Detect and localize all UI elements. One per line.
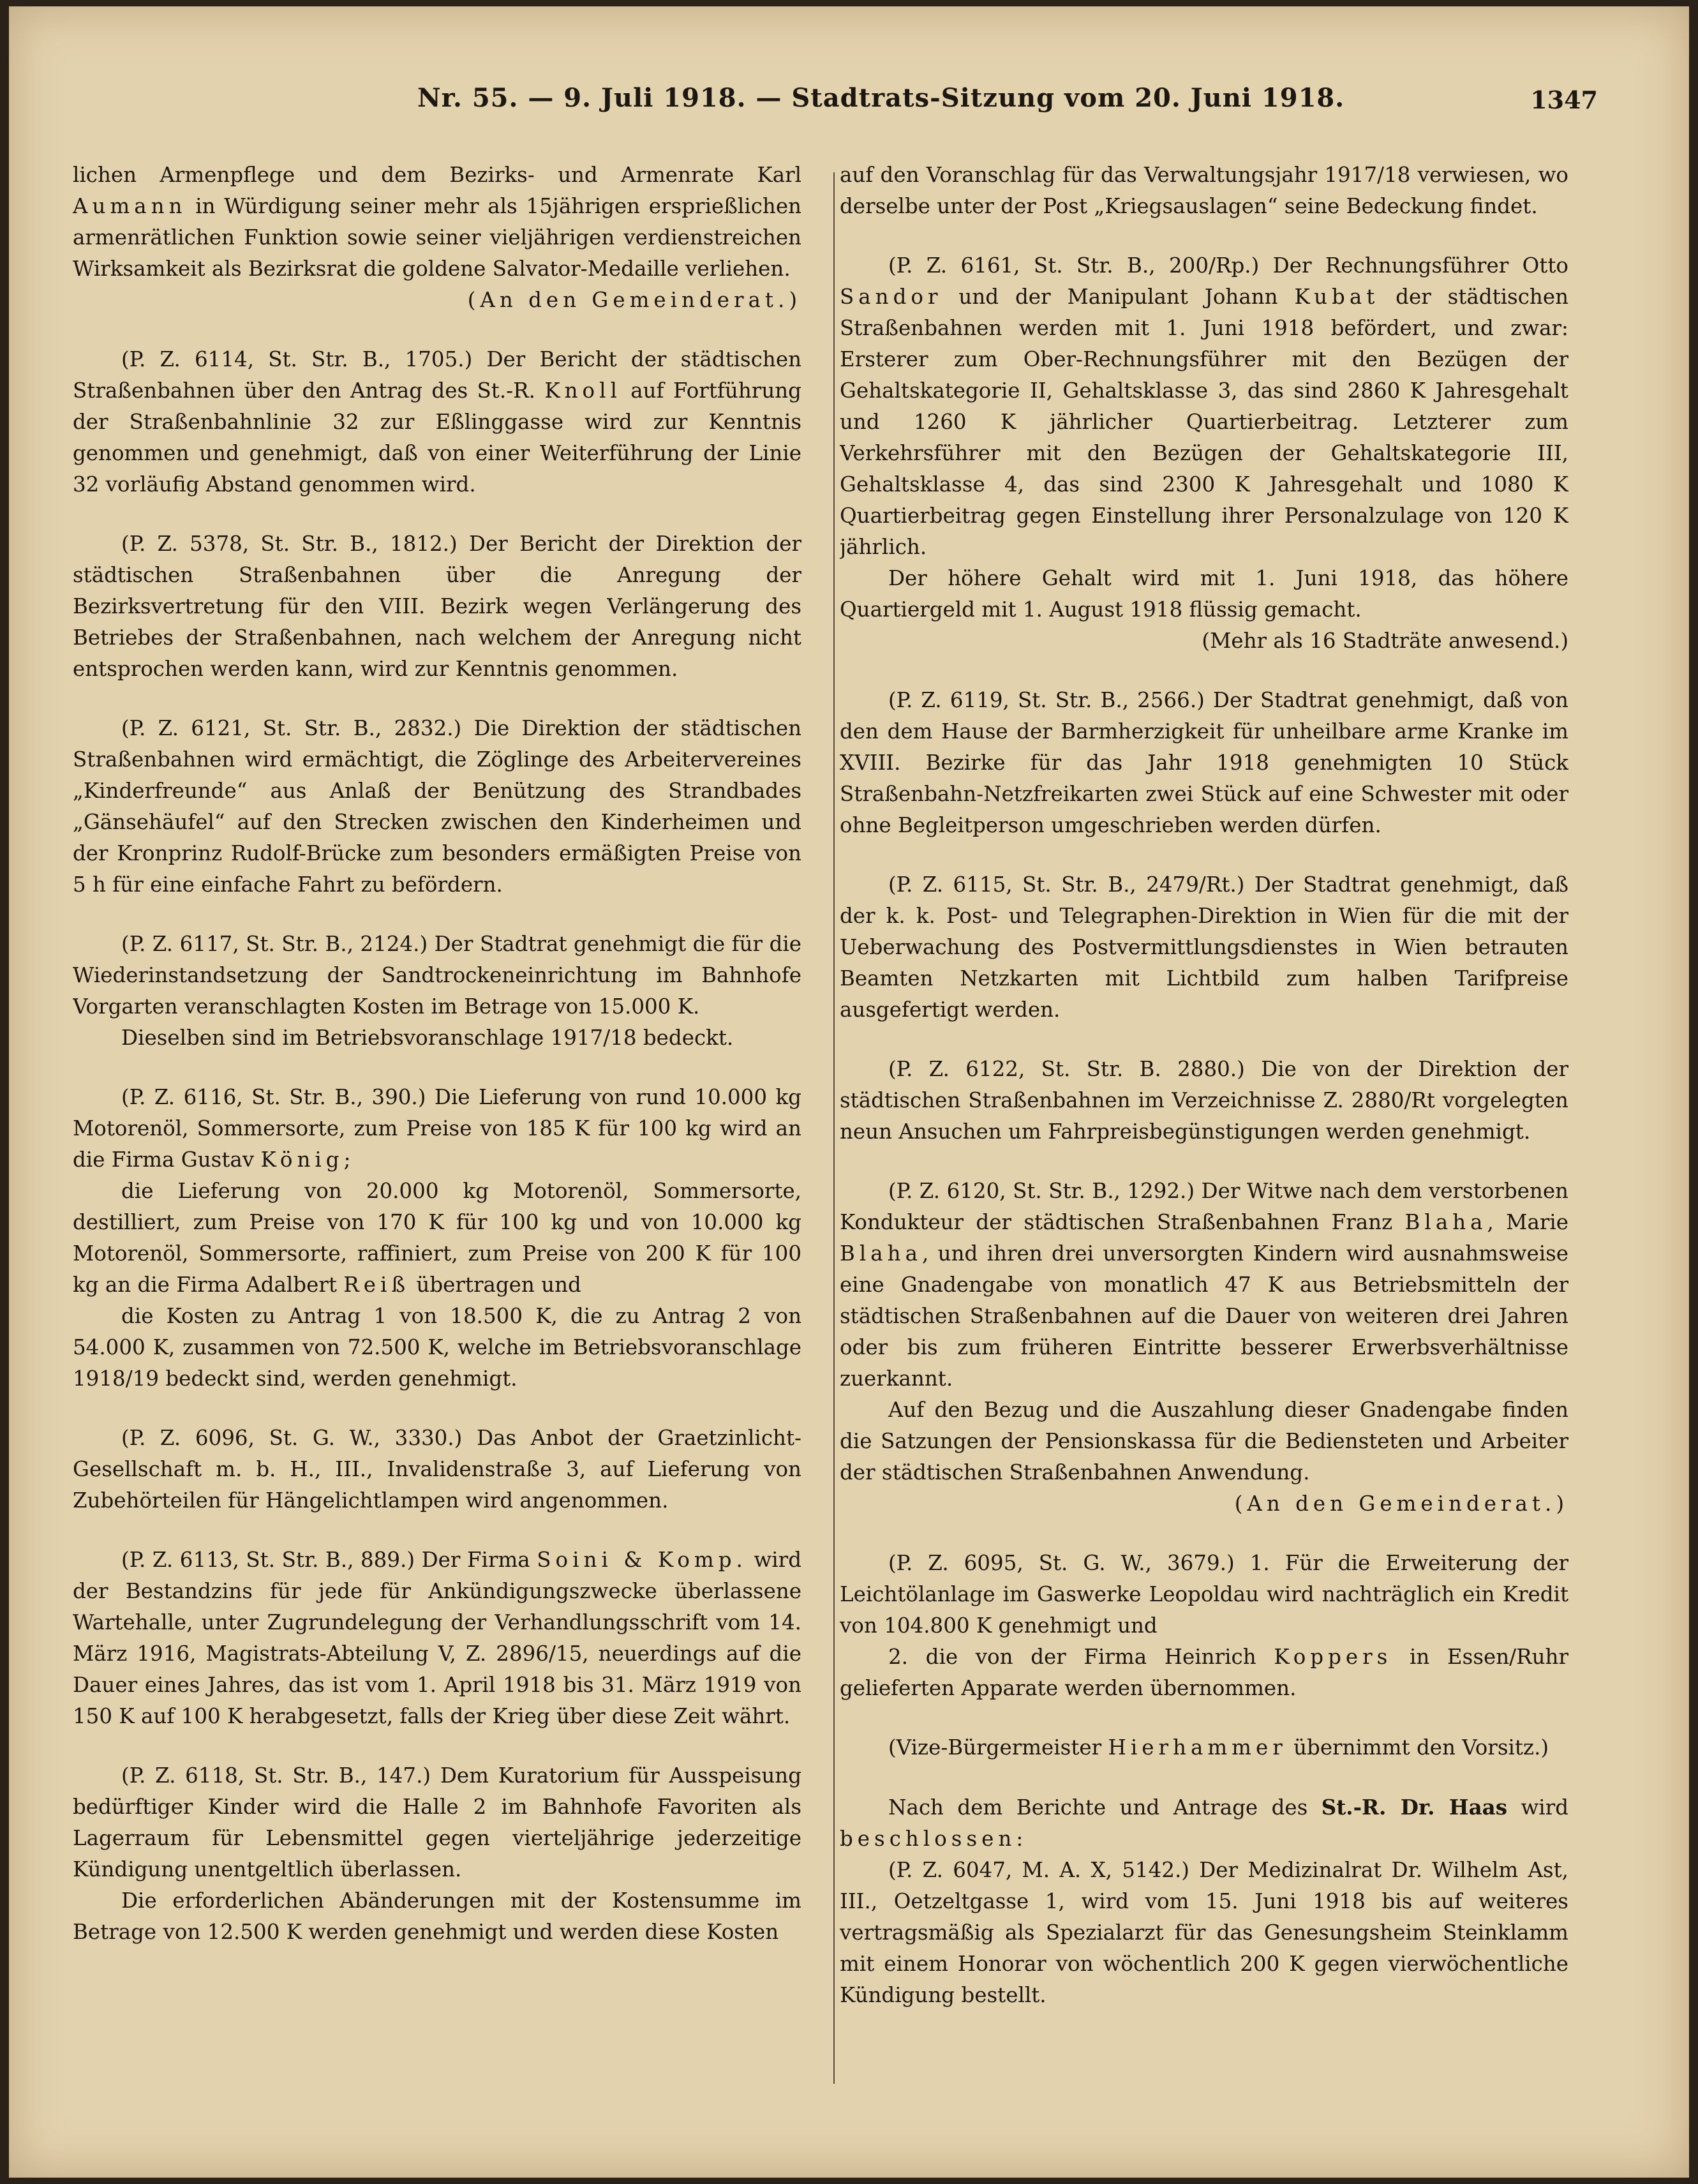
- page-header: [9, 83, 1689, 128]
- entry-6047: [840, 1791, 1568, 2011]
- entry-6120: [840, 1176, 1568, 1520]
- spaced-name: Blaha: [1404, 1210, 1487, 1234]
- spaced-name: Koppers: [1274, 1645, 1392, 1669]
- referral-note: (An den Gemeinderat.): [467, 288, 801, 312]
- paragraph: (P. Z. 6119, St. Str. B., 2566.) Der Stadtrat genehmigt, daß von den dem Hause der Barmherzigkeit für unheilbare arme Kranke im XVIII. Bezirke für das Jahr 1918 genehmigten 10 Stück Straßenbahn-Netzfreikarten zwei Stück auf eine Schwester mit oder ohne Begleitperson umgeschrieben werden dürfen.: [840, 688, 1568, 837]
- paragraph: Auf den Bezug und die Auszahlung dieser Gnadengabe finden die Satzungen der Pensionskassa für die Bediensteten und Arbeiter der städtischen Straßenbahnen Anwendung.: [840, 1398, 1568, 1485]
- spaced-name: Blaha: [840, 1241, 922, 1266]
- paragraph: (P. Z. 5378, St. Str. B., 1812.) Der Bericht der Direktion der städtischen Straßenbahnen über die Anregung der Bezirksvertretung für den VIII. Bezirk wegen Verlängerung des Betriebes der Straßenbahnen, nach welchem der Anregung nicht entsprochen werden kann, wird zur Kenntnis genommen.: [73, 532, 801, 681]
- spaced-name: Sandor: [840, 285, 942, 309]
- spaced-name: Hierhammer: [1108, 1735, 1287, 1760]
- entry-aumann-medal: [73, 160, 801, 316]
- paragraph: (Vize-Bürgermeister Hierhammer übernimmt den Vorsitz.): [888, 1735, 1549, 1760]
- spaced-name: König: [260, 1148, 344, 1172]
- spaced-name: Aumann: [73, 194, 187, 218]
- paragraph: (P. Z. 6113, St. Str. B., 889.) Der Firma Soini & Komp. wird der Bestandzins für jede für Ankündigungszwecke überlassene Wartehalle, unter Zugrundelegung der Verhandlungsschrift vom 14. März 1916, Magistrats-Abteilung V, Z. 2896/15, neuerdings auf die Dauer eines Jahres, das ist vom 1. April 1918 bis 31. März 1919 von 150 K auf 100 K herabgesetzt, falls der Krieg über diese Zeit währt.: [73, 1548, 801, 1728]
- attendance-note: (Mehr als 16 Stadträte anwesend.): [1202, 629, 1568, 653]
- spaced-name: Soini & Komp.: [537, 1548, 747, 1572]
- left-column: [73, 160, 801, 2125]
- entry-6118: [73, 1760, 801, 1948]
- page-number: 1347: [1530, 86, 1598, 114]
- paragraph: (P. Z. 6116, St. Str. B., 390.) Die Lieferung von rund 10.000 kg Motorenöl, Sommersorte, zum Preise von 185 K für 100 kg wird an die Firma Gustav König;: [73, 1085, 801, 1172]
- entry-6121: [73, 713, 801, 901]
- spaced-name: Kubat: [1294, 285, 1380, 309]
- issue-title: Nr. 55. — 9. Juli 1918. — Stadtrats-Sitzung vom 20. Juni 1918.: [417, 83, 1345, 113]
- entry-6095: [840, 1548, 1568, 1704]
- paragraph: (P. Z. 6115, St. Str. B., 2479/Rt.) Der Stadtrat genehmigt, daß der k. k. Post- und Telegraphen-Direktion in Wien für die mit der Ueberwachung des Postvermittlungsdienstes in Wien betrauten Beamten Netzkarten mit Lichtbild zum halben Tarifpreise ausgefertigt werden.: [840, 872, 1568, 1022]
- referral-note: (An den Gemeinderat.): [1234, 1492, 1568, 1516]
- entry-continuation: [840, 160, 1568, 222]
- rapporteur-name: St.-R. Dr. Haas: [1321, 1795, 1507, 1820]
- entry-6114: [73, 344, 801, 500]
- spaced-name: Knoll: [544, 378, 622, 403]
- entry-6096: [73, 1423, 801, 1516]
- entry-6117: [73, 929, 801, 1054]
- spaced-word: beschlossen: [840, 1827, 1017, 1851]
- paragraph: Die erforderlichen Abänderungen mit der Kostensumme im Betrage von 12.500 K werden genehmigt und werden diese Kosten: [73, 1889, 801, 1944]
- entry-chair-change: [840, 1732, 1568, 1763]
- paragraph: (P. Z. 6047, M. A. X, 5142.) Der Medizinalrat Dr. Wilhelm Ast, III., Oetzeltgasse 1, wird vom 15. Juni 1918 bis auf weiteres vertragsmäßig als Spezialarzt für das Genesungsheim Steinklamm mit einem Honorar von wöchentlich 200 K gegen vierwöchentliche Kündigung bestellt.: [840, 1858, 1568, 2007]
- entry-5378: [73, 528, 801, 685]
- entry-6161: [840, 250, 1568, 657]
- paragraph: (P. Z. 6117, St. Str. B., 2124.) Der Stadtrat genehmigt die für die Wiederinstandsetzung der Sandtrockeneinrichtung im Bahnhofe Vorgarten veranschlagten Kosten im Betrage von 15.000 K.: [73, 932, 801, 1019]
- right-column: [840, 160, 1568, 2125]
- paragraph: Nach dem Berichte und Antrage des St.-R. Dr. Haas wird beschlossen:: [840, 1795, 1568, 1851]
- paragraph: die Lieferung von 20.000 kg Motorenöl, Sommersorte, destilliert, zum Preise von 170 K für 100 kg und von 10.000 kg Motorenöl, Sommersorte, raffiniert, zum Preise von 200 K für 100 kg an die Firma Adalbert Reiß übertragen und: [73, 1179, 801, 1297]
- column-divider: [833, 172, 835, 2084]
- paragraph: (P. Z. 6096, St. G. W., 3330.) Das Anbot der Graetzinlicht-Gesellschaft m. b. H., III., Invalidenstraße 3, auf Lieferung von Zubehörteilen für Hängelichtlampen wird angenommen.: [73, 1426, 801, 1513]
- paragraph: auf den Voranschlag für das Verwaltungsjahr 1917/18 verwiesen, wo derselbe unter der Post „Kriegsauslagen“ seine Bedeckung findet.: [840, 163, 1568, 218]
- paragraph: (P. Z. 6114, St. Str. B., 1705.) Der Bericht der städtischen Straßenbahnen über den Antrag des St.-R. Knoll auf Fortführung der Straßenbahnlinie 32 zur Eßlinggasse wird zur Kenntnis genommen und genehmigt, daß von einer Weiterführung der Linie 32 vorläufig Abstand genommen wird.: [73, 347, 801, 497]
- paragraph: Der höhere Gehalt wird mit 1. Juni 1918, das höhere Quartiergeld mit 1. August 1918 flüssig gemacht.: [840, 566, 1568, 622]
- paragraph: (P. Z. 6121, St. Str. B., 2832.) Die Direktion der städtischen Straßenbahnen wird ermächtigt, die Zöglinge des Arbeitervereines „Kinderfreunde“ aus Anlaß der Benützung des Strandbades „Gänsehäufel“ auf den Strecken zwischen den Kinderheimen und der Kronprinz Rudolf-Brücke zum besonders ermäßigten Preise von 5 h für eine einfache Fahrt zu befördern.: [73, 716, 801, 897]
- paragraph: (P. Z. 6118, St. Str. B., 147.) Dem Kuratorium für Ausspeisung bedürftiger Kinder wird die Halle 2 im Bahnhofe Favoriten als Lagerraum für Lebensmittel gegen vierteljährige jederzeitige Kündigung unentgeltlich überlassen.: [73, 1763, 801, 1881]
- paragraph: (P. Z. 6122, St. Str. B. 2880.) Die von der Direktion der städtischen Straßenbahnen im Verzeichnisse Z. 2880/Rt vorgelegten neun Ansuchen um Fahrpreisbegünstigungen werden genehmigt.: [840, 1057, 1568, 1144]
- paragraph: die Kosten zu Antrag 1 von 18.500 K, die zu Antrag 2 von 54.000 K, zusammen von 72.500 K, welche im Betriebsvoranschlage 1918/19 bedeckt sind, werden genehmigt.: [73, 1304, 801, 1391]
- entry-6119: [840, 685, 1568, 841]
- spaced-name: Reiß: [343, 1273, 410, 1297]
- newspaper-page: [9, 6, 1689, 2178]
- paragraph: lichen Armenpflege und dem Bezirks- und Armenrate Karl Aumann in Würdigung seiner mehr als 15jährigen ersprießlichen armenrätlichen Funktion sowie seiner vieljährigen verdienstreichen Wirksamkeit als Bezirksrat die goldene Salvator-Medaille verliehen.: [73, 163, 801, 281]
- entry-6113: [73, 1545, 801, 1732]
- paragraph: (P. Z. 6120, St. Str. B., 1292.) Der Witwe nach dem verstorbenen Kondukteur der städtischen Straßenbahnen Franz Blaha, Marie Blaha, und ihren drei unversorgten Kindern wird ausnahmsweise eine Gnadengabe von monatlich 47 K aus Betriebsmitteln der städtischen Straßenbahnen auf die Dauer von weiteren drei Jahren oder bis zum früheren Eintritte besserer Erwerbsverhältnisse zuerkannt.: [840, 1179, 1568, 1391]
- paragraph: (P. Z. 6161, St. Str. B., 200/Rp.) Der Rechnungsführer Otto Sandor und der Manipulant Johann Kubat der städtischen Straßenbahnen werden mit 1. Juni 1918 befördert, und zwar: Ersterer zum Ober-Rechnungsführer mit den Bezügen der Gehaltskategorie II, Gehaltsklasse 3, das sind 2860 K Jahresgehalt und 1260 K jährlicher Quartierbeitrag. Letzterer zum Verkehrsführer mit den Bezügen der Gehaltskategorie III, Gehaltsklasse 4, das sind 2300 K Jahresgehalt und 1080 K Quartierbeitrag gegen Einstellung ihrer Personalzulage von 120 K jährlich.: [840, 253, 1568, 559]
- entry-6116: [73, 1082, 801, 1395]
- paragraph: 2. die von der Firma Heinrich Koppers in Essen/Ruhr gelieferten Apparate werden übernommen.: [840, 1645, 1568, 1700]
- entry-6115: [840, 869, 1568, 1026]
- paragraph: (P. Z. 6095, St. G. W., 3679.) 1. Für die Erweiterung der Leichtölanlage im Gaswerke Leopoldau wird nachträglich ein Kredit von 104.800 K genehmigt und: [840, 1551, 1568, 1638]
- entry-6122: [840, 1054, 1568, 1148]
- paragraph: Dieselben sind im Betriebsvoranschlage 1917/18 bedeckt.: [121, 1026, 734, 1050]
